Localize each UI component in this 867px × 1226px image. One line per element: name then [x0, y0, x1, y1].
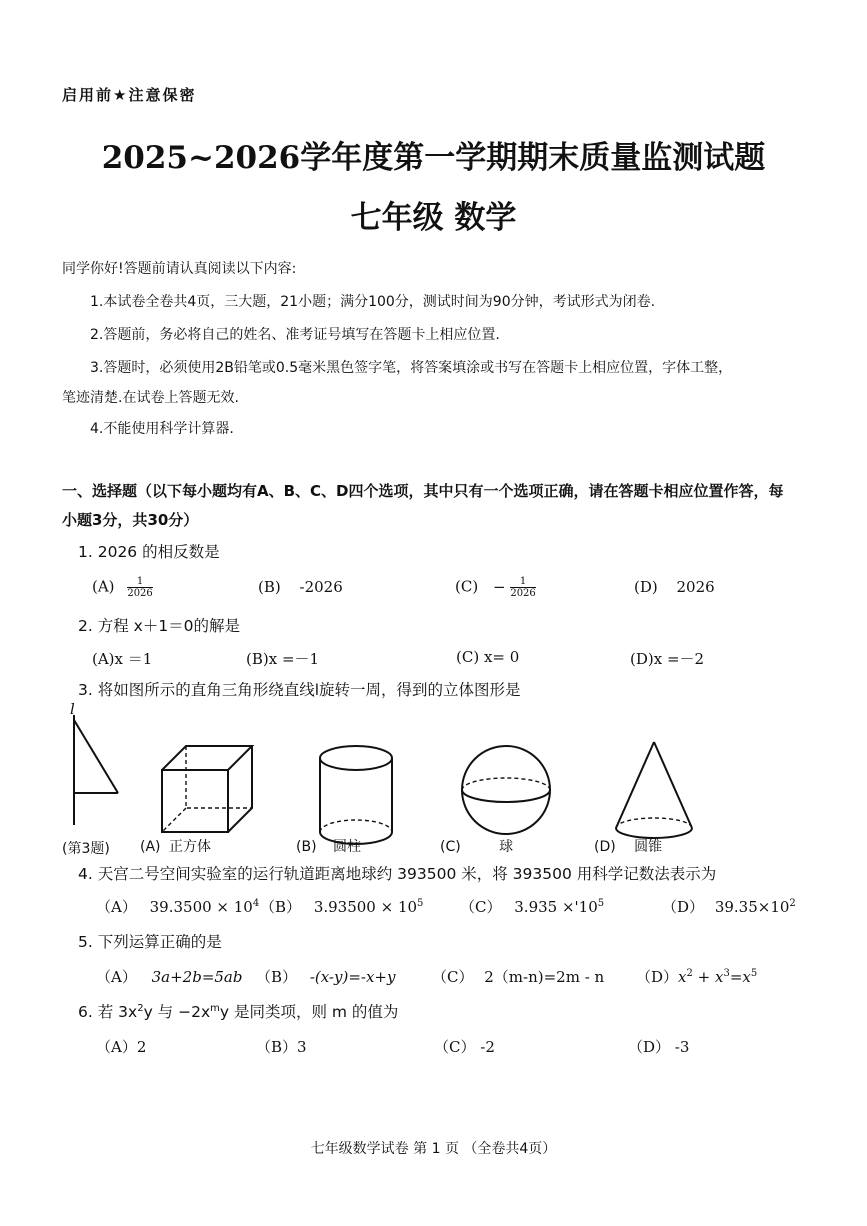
question-6-option-d: （D） -3: [628, 1038, 690, 1056]
exponent: 5: [417, 898, 424, 909]
question-4-option-d: [662, 896, 796, 917]
option-value: 圆锥: [634, 839, 663, 855]
question-3-option-d: [594, 836, 662, 856]
cylinder-top: [320, 746, 392, 770]
cone-side-left: [616, 742, 654, 828]
question-6-stem: [78, 1000, 398, 1022]
exponent: 5: [597, 898, 605, 909]
cone-figure: [612, 740, 702, 850]
minus-sign: −: [492, 577, 506, 596]
option-label: (A): [140, 839, 161, 855]
cube-front-face: [162, 770, 228, 832]
question-6-option-c: （C） -2: [434, 1038, 495, 1056]
instruction-item: 3.答题时，必须使用2B铅笔或0.5毫米黑色签字笔，将答案填涂或书写在答题卡上相应位置，字体工整，: [90, 360, 733, 376]
sphere-equator-back: [462, 778, 550, 790]
section-heading-cont: 小题3分，共30分）: [62, 511, 199, 529]
sphere-figure: [458, 742, 558, 842]
question-3-option-b: [296, 836, 361, 856]
exponent: 5: [750, 968, 758, 979]
question-3-option-c: [440, 836, 513, 856]
option-label: (D): [594, 839, 616, 855]
cone-base-back: [616, 818, 692, 828]
option-value: 正方体: [168, 839, 211, 855]
option-label: (B): [258, 578, 281, 596]
fraction: [127, 576, 152, 599]
exponent: 3: [723, 968, 730, 979]
cylinder-bottom-back: [320, 820, 392, 832]
instruction-item: 1.本试卷全卷共4页，三大题，21小题；满分100分，测试时间为90分钟，考试形式为闭卷.: [90, 294, 656, 310]
option-label: （C）: [460, 898, 502, 916]
cone-side-right: [654, 742, 692, 828]
sphere-equator-front: [462, 790, 550, 802]
question-5-option-a: [96, 966, 242, 987]
question-5-option-c: [432, 966, 604, 987]
option-label: (C): [440, 839, 461, 855]
stem-part: 6. 若 3x: [78, 1003, 138, 1021]
fraction-numerator: 1: [127, 576, 152, 588]
fraction-denominator: 2026: [510, 588, 536, 599]
question-2-stem: 2. 方程 x＋1＝0的解是: [78, 617, 241, 635]
question-2-option-a: (A)x ＝1: [92, 650, 153, 668]
question-3-option-a: [140, 836, 211, 856]
question-6-option-a: （A）2: [96, 1038, 147, 1056]
fraction: [510, 576, 535, 599]
question-4-option-b: [260, 896, 423, 917]
option-label: （C）: [432, 968, 474, 986]
plus-term: + x: [692, 968, 724, 986]
right-triangle-figure: [66, 715, 126, 835]
exponent: 2: [789, 898, 796, 909]
figure-caption: (第3题): [62, 841, 110, 857]
instruction-item: 4.不能使用科学计算器.: [90, 421, 234, 437]
question-4-option-a: [96, 896, 259, 917]
question-5-option-d: [636, 966, 757, 987]
axis-label-l: l: [70, 700, 75, 718]
question-4-stem: 4. 天宫二号空间实验室的运行轨道距离地球约 393500 米，将 393500 用科学记数法表示为: [78, 865, 717, 883]
exponent: 2: [686, 968, 693, 979]
option-label: （B）: [256, 968, 298, 986]
exam-subtitle: 七年级 数学: [350, 200, 517, 236]
option-value: 39.35×10: [714, 898, 790, 916]
question-6-option-b: （B）3: [256, 1038, 307, 1056]
question-4-option-c: [460, 896, 604, 917]
option-label: (A): [92, 577, 115, 596]
option-value: 3a+2b=5ab: [151, 968, 243, 986]
option-value: 圆柱: [332, 839, 361, 855]
question-1-stem: 1. 2026 的相反数是: [78, 543, 220, 561]
question-5-stem: 5. 下列运算正确的是: [78, 933, 222, 951]
option-label: （B）: [260, 898, 302, 916]
fraction-denominator: 2026: [127, 588, 153, 599]
option-label: (C): [455, 577, 479, 596]
question-1-option-c: [455, 576, 536, 599]
question-3-stem: 3. 将如图所示的直角三角形绕直线l旋转一周，得到的立体图形是: [78, 681, 521, 699]
confidential-notice: 启用前★注意保密: [62, 86, 197, 104]
question-2-option-d: (D)x =－2: [630, 650, 705, 668]
option-value: 39.3500 × 10: [149, 898, 253, 916]
question-2-option-b: (B)x =－1: [246, 650, 320, 668]
stem-part: y 是同类项，则 m 的值为: [219, 1003, 399, 1021]
stem-part: y 与 −2x: [143, 1003, 211, 1021]
instruction-item: 笔迹清楚.在试卷上答题无效.: [62, 390, 239, 406]
option-value: 2026: [676, 578, 715, 596]
question-1-option-d: [634, 578, 715, 596]
option-label: （D）: [636, 968, 679, 986]
page-footer: 七年级数学试卷 第 1 页 （全卷共4页）: [310, 1141, 557, 1157]
option-value: 3.935 ×'10: [514, 898, 598, 916]
option-label: （D）: [662, 898, 705, 916]
option-value: -(x-y)=-x+y: [309, 968, 396, 986]
fraction-numerator: 1: [510, 576, 535, 588]
cube-hidden-edge: [162, 808, 186, 832]
option-value: 球: [499, 839, 514, 855]
option-label: （A）: [96, 968, 137, 986]
sphere-outline: [462, 746, 550, 834]
question-2-option-c: (C) x= 0: [456, 648, 520, 666]
option-label: (D): [634, 578, 658, 596]
question-5-option-b: [256, 966, 395, 987]
cube-top-face: [162, 746, 252, 770]
equals-term: =x: [729, 968, 751, 986]
exponent: m: [210, 1002, 220, 1014]
instruction-item: 2.答题前，务必将自己的姓名、准考证号填写在答题卡上相应位置.: [90, 327, 500, 343]
exam-title: 2025~2026学年度第一学期期末质量监测试题: [101, 140, 766, 176]
instructions-intro: 同学你好!答题前请认真阅读以下内容:: [62, 261, 297, 277]
question-1-option-a: [92, 576, 153, 599]
option-value: 3.93500 × 10: [313, 898, 418, 916]
option-value: 2（m-n)=2m - n: [484, 968, 605, 986]
option-value: -2026: [299, 578, 343, 596]
var-x: x: [678, 968, 687, 986]
question-1-option-b: [258, 578, 343, 596]
option-label: （A）: [96, 898, 137, 916]
cube-figure: [158, 742, 258, 842]
option-label: (B): [296, 839, 317, 855]
exponent: 4: [252, 898, 260, 909]
exponent: 2: [137, 1002, 144, 1014]
hypotenuse: [74, 720, 118, 793]
section-heading: 一、选择题（以下每小题均有A、B、C、D四个选项，其中只有一个选项正确，请在答题卡相应位置作答，每: [62, 482, 784, 500]
